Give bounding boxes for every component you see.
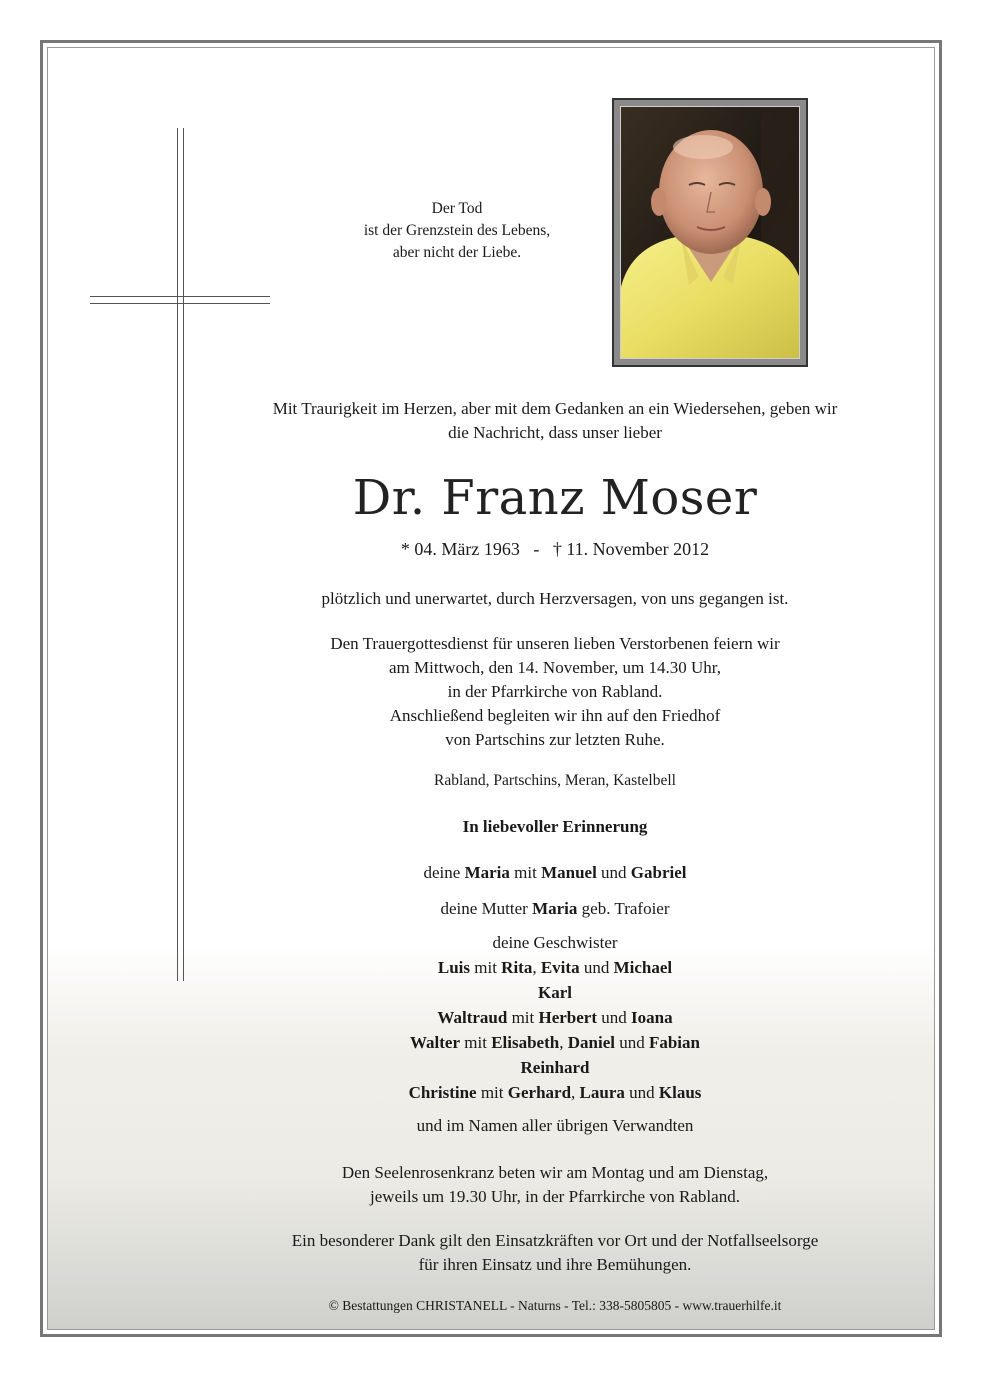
family-name: Maria [532,899,578,918]
sibling-line [200,980,910,1005]
remembrance-heading: In liebevoller Erinnerung [462,817,648,836]
family-name: Laura [579,1083,625,1102]
cross-vertical-line [177,128,178,981]
family-name: Michael [613,958,673,977]
family-wife-line [200,861,910,885]
rosary-line: jeweils um 19.30 Uhr, in der Pfarrkirche von Rabland. [370,1187,740,1206]
family-name: Reinhard [520,1058,590,1077]
sibling-line [200,1005,910,1030]
funeral-line: von Partschins zur letzten Ruhe. [445,730,665,749]
relatives-line: und im Namen aller übrigen Verwandten [416,1116,694,1135]
text: , [571,1083,580,1102]
text: mit [476,1083,508,1102]
family-name: Walter [409,1033,461,1052]
text: mit [470,958,502,977]
sibling-line [200,955,910,980]
quote-line: aber nicht der Liebe. [392,244,522,261]
intro-paragraph [200,397,910,445]
thanks-paragraph [200,1229,910,1277]
family-name: Ioana [631,1008,673,1027]
deceased-name: Dr. Franz Moser [352,470,758,526]
family-name: Daniel [567,1033,615,1052]
thanks-line: Ein besonderer Dank gilt den Einsatzkräften vor Ort und der Notfallseelsorge [291,1231,819,1250]
text: und [579,958,614,977]
text: mit [509,863,542,882]
life-dates: * 04. März 1963 - † 11. November 2012 [400,539,710,559]
death-note: plötzlich und unerwartet, durch Herzversagen, von uns gegangen ist. [321,589,789,608]
memorial-quote [300,198,614,264]
family-name: Rita [501,958,533,977]
family-name: Herbert [538,1008,598,1027]
funeral-line: Den Trauergottesdienst für unseren lieben Verstorbenen feiern wir [330,634,780,653]
siblings-block [200,930,910,1105]
quote-line: ist der Grenzstein des Lebens, [363,222,551,239]
sibling-line [200,1055,910,1080]
text: geb. Trafoier [577,899,670,918]
family-name: Waltraud [437,1008,508,1027]
funeral-line: in der Pfarrkirche von Rabland. [447,682,663,701]
funeral-line: am Mittwoch, den 14. November, um 14.30 Uhr, [389,658,721,677]
sibling-line [200,1030,910,1055]
text: deine [423,863,465,882]
sibling-line [200,1080,910,1105]
text: , [559,1033,568,1052]
rosary-paragraph [200,1161,910,1209]
family-name: Fabian [648,1033,700,1052]
cross-horizontal-line [90,296,270,297]
rosary-line: Den Seelenrosenkranz beten wir am Montag und am Dienstag, [341,1163,769,1182]
family-name: Manuel [541,863,597,882]
intro-line: die Nachricht, dass unser lieber [448,423,662,442]
places: Rabland, Partschins, Meran, Kastelbell [434,772,676,789]
text: deine Mutter [440,899,533,918]
funeral-line: Anschließend begleiten wir ihn auf den Friedhof [389,706,721,725]
family-name: Gerhard [507,1083,572,1102]
text: und [614,1033,649,1052]
family-name: Gabriel [630,863,687,882]
family-name: Maria [464,863,510,882]
family-name: Christine [408,1083,477,1102]
quote-line: Der Tod [431,200,483,217]
text: und [597,1008,632,1027]
text: und [596,863,631,882]
family-name: Karl [538,983,572,1002]
portrait-photo [621,107,800,358]
text: und [624,1083,659,1102]
family-name: Klaus [658,1083,702,1102]
family-mother-line [200,897,910,921]
funeral-paragraph [200,632,910,752]
text: , [532,958,541,977]
family-name: Elisabeth [491,1033,560,1052]
portrait-photo-frame [612,98,808,367]
family-name: Evita [540,958,580,977]
text: mit [507,1008,539,1027]
cross-vertical-line [183,128,184,981]
siblings-label: deine Geschwister [492,933,618,952]
funeral-home-footer: © Bestattungen CHRISTANELL - Naturns - Tel.: 338-5805805 - www.trauerhilfe.it [328,1298,782,1313]
thanks-line: für ihren Einsatz und ihre Bemühungen. [418,1255,692,1274]
family-name: Luis [437,958,470,977]
text: mit [460,1033,492,1052]
intro-line: Mit Traurigkeit im Herzen, aber mit dem Gedanken an ein Wiedersehen, geben wir [272,399,838,418]
cross-horizontal-line [90,303,270,304]
